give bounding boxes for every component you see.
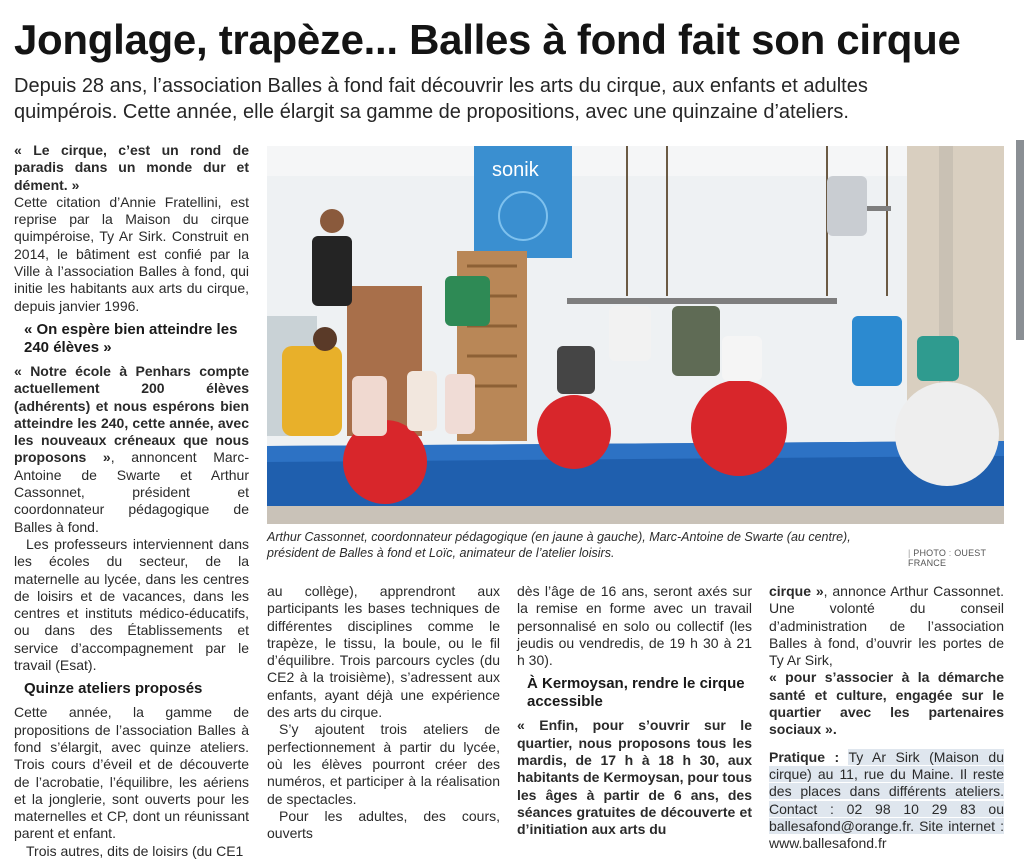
col1-paragraph-4: Cette année, la gamme de propositions de l’association Balles à fond s’élargit, avec quinze ateliers. Trois cours d’éveil et de découverte de l’acrobatie, l’équilibre, les aériens et la jonglerie, sont ouverts pour les maternelles et CP, dont un réunissant parent et enfant. xyxy=(14,704,249,842)
website-link[interactable]: www.ballesafond.fr xyxy=(769,835,887,852)
intertitle-quinze-ateliers: Quinze ateliers proposés xyxy=(24,680,203,698)
col3-paragraph-1: dès l’âge de 16 ans, seront axés sur la remise en forme avec un travail personnalisé en solo ou collectif (les jeudis ou vendredis, de 19 h 30 à 21 h 30). xyxy=(517,583,752,669)
red-ball-3 xyxy=(691,380,787,476)
credit-source: OUEST FRANCE xyxy=(908,548,987,568)
intertitle-240-eleves: « On espère bien atteindre les 240 élèves » xyxy=(24,320,238,356)
col1-paragraph-3: Les professeurs interviennent dans les écoles du secteur, de la maternelle au lycée, dans les centres de loisirs et de vacances, dans les centres et instituts médico-éducatifs, ou dans des Établissements et service d’accompagnement par le travail (Esat). xyxy=(14,535,249,674)
col1-paragraph-1: Cette citation d’Annie Fratellini, est reprise par la Maison du cirque quimpéroise, Ty Ar Sirk. Construit en 2014, le bâtiment est confié par la Ville à l’association Balles à fond, qui initie les habitants aux arts du cirque, depuis janvier 1996. xyxy=(14,193,249,314)
column-2 xyxy=(267,583,500,842)
red-ball-2 xyxy=(537,395,611,469)
circus-class-photo xyxy=(267,146,1004,524)
quote-end: cirque » xyxy=(769,583,824,599)
practical-label: Pratique : xyxy=(769,748,840,765)
adjacent-article-edge xyxy=(1012,0,1024,847)
col2-paragraph-1: au collège), apprendront aux participants les bases techniques de différentes disciplines comme le trapèze, le tissu, la boule, ou le fil d’équilibre. Trois parcours cycles (du CE2 à la troisième), s’adressent aux enfants, ayant déjà une expérience des arts du cirque. xyxy=(267,583,500,721)
column-1 xyxy=(14,142,249,860)
column-4 xyxy=(769,583,1004,852)
col2-paragraph-2: S’y ajoutent trois ateliers de perfectionnement à partir du lycée, où les élèves pourront créer des numéros, et participer à la réalisation de spectacles. xyxy=(267,721,500,807)
col1-paragraph-5: Trois autres, dits de loisirs (du CE1 xyxy=(26,842,244,859)
photo-credit: | PHOTO : OUEST FRANCE xyxy=(908,548,987,568)
banner-text: sonik xyxy=(492,159,539,181)
col1-paragraph-2-rest: , annoncent Marc-Antoine de Swarte et Arthur Cassonnet, président et coordonnateur pédagogique de Balles à fond. xyxy=(14,449,249,535)
practical-info xyxy=(769,749,1004,853)
photo-caption: Arthur Cassonnet, coordonnateur pédagogique (en jaune à gauche), Marc-Antoine de Swarte (au centre), président de Balles à fond et Loïc, animateur de l’atelier loisirs. xyxy=(267,530,851,560)
practical-text: Ty Ar Sirk (Maison du cirque) au 11, rue du Maine. Il reste des places dans différents ateliers. Contact : 02 98 10 29 83 ou ballesafond@orange.fr. Site internet : xyxy=(769,748,1004,834)
credit-label: PHOTO xyxy=(913,548,947,558)
opening-quote: « Le cirque, c’est un rond de paradis dans un monde dur et dément. » xyxy=(14,142,249,193)
col1-paragraph-2 xyxy=(14,363,249,536)
article-headline: Jonglage, trapèze... Balles à fond fait son cirque xyxy=(14,16,961,63)
white-ball xyxy=(895,382,999,486)
article-lead: Depuis 28 ans, l’association Balles à fond fait découvrir les arts du cirque, aux enfants et adultes quimpérois. Cette année, elle élargit sa gamme de propositions, avec une quinzaine d’ateliers. xyxy=(14,75,868,123)
quote-penhars: « Notre école à Penhars compte actuellement 200 élèves (adhérents) et nous espérons bien atteindre les 240, cette année, avec les nouveaux créneaux que nous proposons » xyxy=(14,362,249,466)
column-3 xyxy=(517,583,752,839)
col4-paragraph-1-rest: , annonce Arthur Cassonnet. Une volonté du conseil d’administration de l’association Balles à fond, d’ouvrir les portes de Ty Ar Sirk, xyxy=(769,583,1004,669)
article-photo xyxy=(267,146,1004,524)
intertitle-kermoysan: À Kermoysan, rendre le cirque accessible xyxy=(527,675,745,711)
quote-sante-culture: « pour s’associer à la démarche santé et culture, engagée sur le quartier avec les partenaires sociaux ». xyxy=(769,669,1004,738)
quote-kermoysan: « Enfin, pour s’ouvrir sur le quartier, nous proposons tous les mardis, de 17 h à 18 h 30, aux habitants de Kermoysan, pour tous les âges à partir de 6 ans, des séances gratuites de découverte et d’initiation aux arts du xyxy=(517,717,752,838)
col2-paragraph-3: Pour les adultes, des cours, ouverts xyxy=(267,807,500,842)
col4-paragraph-1 xyxy=(769,583,1004,669)
